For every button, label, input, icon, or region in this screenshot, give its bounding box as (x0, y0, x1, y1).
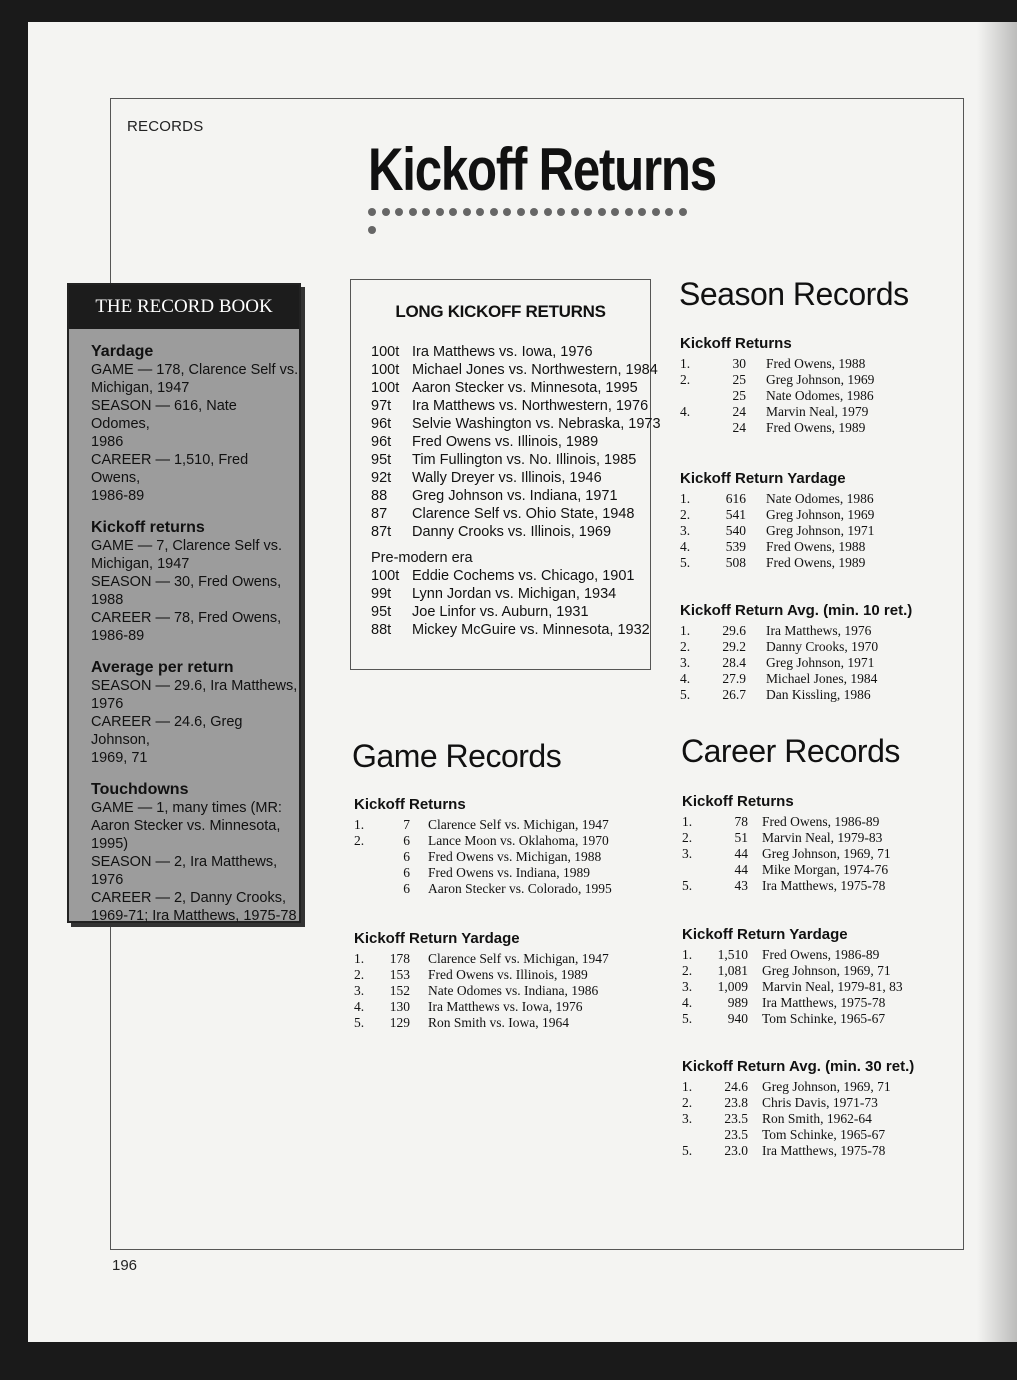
record-holder: Mike Morgan, 1974-76 (762, 862, 889, 877)
record-holder: Marvin Neal, 1979-83 (762, 830, 883, 845)
long-return-desc: Selvie Washington vs. Nebraska, 1973 (412, 416, 661, 432)
sidebar-line: 1976 (91, 696, 124, 712)
sidebar-line: Michigan, 1947 (91, 556, 190, 572)
sidebar-line: SEASON — 616, Nate Odomes, (91, 398, 237, 432)
long-return-desc: Fred Owens vs. Illinois, 1989 (412, 434, 599, 450)
long-return-row (371, 380, 638, 396)
sidebar-line: CAREER — 1,510, Fred Owens, (91, 452, 249, 486)
long-return-row (371, 398, 648, 414)
long-return-row (371, 434, 598, 450)
value: 153 (389, 967, 410, 982)
long-return-yards: 88 (371, 488, 388, 504)
season-return-avg-heading: Kickoff Return Avg. (min. 10 ret.) (680, 602, 913, 619)
title-dot-divider (368, 203, 703, 217)
value: 23.5 (724, 1111, 748, 1126)
value: 44 (734, 846, 748, 861)
sidebar-line: 1986 (91, 434, 124, 450)
sidebar-line: 1986-89 (91, 488, 145, 504)
long-return-desc: Ira Matthews vs. Northwestern, 1976 (412, 398, 649, 414)
season-kickoff-returns-heading: Kickoff Returns (680, 335, 792, 352)
divider-dot (571, 208, 579, 216)
sidebar-line: Michigan, 1947 (91, 380, 190, 396)
long-return-desc: Greg Johnson vs. Indiana, 1971 (412, 488, 618, 504)
long-return-yards: 96t (371, 416, 392, 432)
rank: 2. (354, 967, 365, 982)
record-holder: Tom Schinke, 1965-67 (762, 1127, 886, 1142)
record-holder: Ira Matthews, 1976 (766, 623, 872, 638)
season-return-yardage-heading: Kickoff Return Yardage (680, 470, 846, 487)
value: 25 (732, 372, 746, 387)
long-return-row (371, 362, 658, 378)
divider-dot (530, 208, 538, 216)
record-holder: Clarence Self vs. Michigan, 1947 (428, 951, 609, 966)
rank: 4. (680, 404, 691, 419)
rank: 5. (682, 1143, 693, 1158)
sidebar-section (91, 659, 299, 767)
long-return-row (371, 416, 661, 432)
divider-dot (395, 208, 403, 216)
rank: 5. (354, 1015, 365, 1030)
long-returns-title: LONG KICKOFF RETURNS (395, 302, 606, 321)
sidebar-section (91, 343, 299, 505)
long-return-desc: Ira Matthews vs. Iowa, 1976 (412, 344, 593, 360)
sidebar-section-heading: Kickoff returns (91, 519, 205, 536)
value: 24.6 (724, 1079, 748, 1094)
sidebar-section-heading: Average per return (91, 659, 234, 676)
record-holder: Lance Moon vs. Oklahoma, 1970 (428, 833, 609, 848)
sidebar-line: GAME — 7, Clarence Self vs. (91, 538, 282, 554)
value: 43 (734, 878, 748, 893)
value: 7 (403, 817, 410, 832)
divider-dot (436, 208, 444, 216)
career-records-title: Career Records (681, 733, 900, 769)
record-holder: Fred Owens, 1986-89 (762, 814, 880, 829)
divider-dot (490, 208, 498, 216)
divider-dot (679, 208, 687, 216)
rank: 1. (682, 947, 693, 962)
sidebar-line: SEASON — 29.6, Ira Matthews, (91, 678, 298, 694)
value: 24 (732, 404, 746, 419)
record-holder: Ron Smith vs. Iowa, 1964 (428, 1015, 570, 1030)
rank: 3. (680, 655, 691, 670)
section-tag: RECORDS (127, 118, 204, 135)
record-holder: Fred Owens vs. Michigan, 1988 (428, 849, 602, 864)
page-edge-shadow (977, 22, 1017, 1342)
record-holder: Ira Matthews vs. Iowa, 1976 (428, 999, 583, 1014)
record-holder: Tom Schinke, 1965-67 (762, 1011, 886, 1026)
record-holder: Fred Owens, 1986-89 (762, 947, 880, 962)
long-return-desc: Joe Linfor vs. Auburn, 1931 (412, 604, 589, 620)
long-return-yards: 100t (371, 380, 400, 396)
record-holder: Michael Jones, 1984 (766, 671, 878, 686)
rank: 2. (680, 507, 691, 522)
rank: 2. (354, 833, 365, 848)
value: 541 (725, 507, 746, 522)
value: 1,081 (717, 963, 748, 978)
rank: 4. (680, 539, 691, 554)
divider-dot (584, 208, 592, 216)
rank: 3. (354, 983, 365, 998)
long-return-row (371, 586, 616, 602)
page-number: 196 (112, 1257, 138, 1274)
divider-dot (503, 208, 511, 216)
value: 51 (734, 830, 748, 845)
record-holder: Greg Johnson, 1969, 71 (762, 963, 891, 978)
sidebar-line: GAME — 1, many times (MR: (91, 800, 282, 816)
long-return-yards: 88t (371, 622, 392, 638)
record-holder: Aaron Stecker vs. Colorado, 1995 (428, 881, 612, 896)
long-return-row (371, 452, 636, 468)
sidebar-line: 1976 (91, 872, 124, 888)
long-return-desc: Danny Crooks vs. Illinois, 1969 (412, 524, 612, 540)
long-return-yards: 97t (371, 398, 392, 414)
sidebar-line: 1988 (91, 592, 124, 608)
divider-dot (463, 208, 471, 216)
rank: 1. (680, 356, 691, 371)
value: 1,009 (717, 979, 748, 994)
value: 6 (403, 865, 410, 880)
sidebar-line: SEASON — 2, Ira Matthews, (91, 854, 278, 870)
long-return-desc: Clarence Self vs. Ohio State, 1948 (412, 506, 635, 522)
value: 508 (725, 555, 746, 570)
record-holder: Greg Johnson, 1969 (766, 372, 875, 387)
rank: 1. (680, 623, 691, 638)
value: 178 (389, 951, 410, 966)
long-kickoff-returns-box (350, 279, 661, 670)
long-return-row (371, 524, 611, 540)
record-holder: Greg Johnson, 1969, 71 (762, 846, 891, 861)
rank: 5. (680, 687, 691, 702)
long-return-row (371, 344, 593, 360)
long-return-desc: Eddie Cochems vs. Chicago, 1901 (412, 568, 635, 584)
value: 29.2 (722, 639, 746, 654)
record-holder: Greg Johnson, 1969 (766, 507, 875, 522)
long-return-yards: 100t (371, 568, 400, 584)
long-return-yards: 95t (371, 604, 392, 620)
record-holder: Fred Owens, 1989 (766, 555, 866, 570)
value: 29.6 (722, 623, 746, 638)
record-holder: Fred Owens, 1988 (766, 356, 866, 371)
divider-dot (517, 208, 525, 216)
long-return-row (371, 568, 634, 584)
game-records-title: Game Records (352, 738, 562, 774)
value: 23.8 (724, 1095, 748, 1110)
record-holder: Nate Odomes, 1986 (766, 388, 874, 403)
rank: 2. (682, 1095, 693, 1110)
sidebar-line: 1969-71; Ira Matthews, 1975-78 (91, 908, 297, 924)
long-return-row (371, 604, 589, 620)
record-holder: Fred Owens vs. Illinois, 1989 (428, 967, 588, 982)
value: 23.5 (724, 1127, 748, 1142)
value: 130 (389, 999, 410, 1014)
game-return-yardage-heading: Kickoff Return Yardage (354, 930, 520, 947)
long-return-desc: Lynn Jordan vs. Michigan, 1934 (412, 586, 617, 602)
value: 6 (403, 833, 410, 848)
value: 539 (725, 539, 746, 554)
long-return-desc: Aaron Stecker vs. Minnesota, 1995 (412, 380, 638, 396)
record-holder: Nate Odomes vs. Indiana, 1986 (428, 983, 599, 998)
sidebar-section-heading: Touchdowns (91, 781, 189, 798)
record-holder: Marvin Neal, 1979 (766, 404, 869, 419)
record-holder: Fred Owens vs. Indiana, 1989 (428, 865, 590, 880)
long-return-row (371, 622, 650, 638)
rank: 1. (354, 951, 365, 966)
rank: 5. (680, 555, 691, 570)
value: 129 (389, 1015, 410, 1030)
record-holder: Dan Kissling, 1986 (766, 687, 871, 702)
value: 1,510 (717, 947, 748, 962)
sidebar-section (91, 781, 299, 925)
rank: 1. (354, 817, 365, 832)
long-return-yards: 95t (371, 452, 392, 468)
divider-dot (382, 208, 390, 216)
divider-dot (368, 208, 376, 216)
value: 989 (727, 995, 748, 1010)
sidebar-section (91, 519, 299, 645)
record-book-sidebar (67, 283, 301, 923)
value: 940 (727, 1011, 748, 1026)
record-holder: Nate Odomes, 1986 (766, 491, 874, 506)
rank: 2. (682, 963, 693, 978)
value: 6 (403, 881, 410, 896)
value: 30 (732, 356, 746, 371)
long-return-desc: Wally Dreyer vs. Illinois, 1946 (412, 470, 602, 486)
record-holder: Fred Owens, 1989 (766, 420, 866, 435)
divider-dot (665, 208, 673, 216)
value: 540 (725, 523, 746, 538)
long-return-row (371, 506, 634, 522)
rank: 2. (680, 372, 691, 387)
value: 152 (389, 983, 410, 998)
page-title: Kickoff Returns (368, 136, 716, 203)
rank: 5. (682, 1011, 693, 1026)
record-holder: Greg Johnson, 1971 (766, 655, 875, 670)
divider-dot (611, 208, 619, 216)
sidebar-line: CAREER — 78, Fred Owens, (91, 610, 282, 626)
rank: 3. (682, 1111, 693, 1126)
record-holder: Danny Crooks, 1970 (766, 639, 879, 654)
sidebar-line: CAREER — 24.6, Greg Johnson, (91, 714, 243, 748)
sidebar-line: 1969, 71 (91, 750, 148, 766)
premodern-label: Pre-modern era (371, 550, 473, 566)
long-return-yards: 100t (371, 344, 400, 360)
divider-dot (544, 208, 552, 216)
divider-dot (368, 226, 376, 234)
divider-dot (422, 208, 430, 216)
sidebar-line: Aaron Stecker vs. Minnesota, (91, 818, 281, 834)
rank: 2. (682, 830, 693, 845)
record-holder: Greg Johnson, 1969, 71 (762, 1079, 891, 1094)
sidebar-line: SEASON — 30, Fred Owens, (91, 574, 282, 590)
long-return-yards: 87t (371, 524, 392, 540)
divider-dot (557, 208, 565, 216)
rank: 3. (682, 979, 693, 994)
sidebar-line: GAME — 178, Clarence Self vs. (91, 362, 299, 378)
rank: 1. (680, 491, 691, 506)
value: 78 (734, 814, 748, 829)
rank: 4. (682, 995, 693, 1010)
divider-dot (449, 208, 457, 216)
rank: 4. (354, 999, 365, 1014)
sidebar-line: 1995) (91, 836, 129, 852)
long-return-yards: 87 (371, 506, 388, 522)
long-return-desc: Mickey McGuire vs. Minnesota, 1932 (412, 622, 650, 638)
long-return-row (371, 488, 618, 504)
value: 24 (732, 420, 746, 435)
record-holder: Ira Matthews, 1975-78 (762, 995, 886, 1010)
long-return-yards: 92t (371, 470, 392, 486)
long-return-yards: 99t (371, 586, 392, 602)
divider-dot (409, 208, 417, 216)
long-return-yards: 96t (371, 434, 392, 450)
record-holder: Greg Johnson, 1971 (766, 523, 875, 538)
sidebar-line: 1986-89 (91, 628, 145, 644)
long-return-desc: Tim Fullington vs. No. Illinois, 1985 (412, 452, 637, 468)
career-return-yardage-heading: Kickoff Return Yardage (682, 926, 848, 943)
rank: 1. (682, 814, 693, 829)
record-holder: Ron Smith, 1962-64 (762, 1111, 872, 1126)
long-return-row (371, 470, 602, 486)
divider-dot (598, 208, 606, 216)
sidebar-line: CAREER — 2, Danny Crooks, (91, 890, 287, 906)
rank: 5. (682, 878, 693, 893)
rank: 3. (680, 523, 691, 538)
record-holder: Ira Matthews, 1975-78 (762, 1143, 886, 1158)
record-holder: Clarence Self vs. Michigan, 1947 (428, 817, 609, 832)
season-records-title: Season Records (679, 276, 909, 312)
divider-dot (625, 208, 633, 216)
record-holder: Fred Owens, 1988 (766, 539, 866, 554)
value: 616 (725, 491, 746, 506)
long-return-yards: 100t (371, 362, 400, 378)
record-holder: Ira Matthews, 1975-78 (762, 878, 886, 893)
rank: 4. (680, 671, 691, 686)
long-return-desc: Michael Jones vs. Northwestern, 1984 (412, 362, 658, 378)
value: 26.7 (722, 687, 746, 702)
value: 25 (732, 388, 746, 403)
record-holder: Marvin Neal, 1979-81, 83 (762, 979, 903, 994)
rank: 3. (682, 846, 693, 861)
value: 44 (734, 862, 748, 877)
rank: 2. (680, 639, 691, 654)
rank: 1. (682, 1079, 693, 1094)
career-kickoff-returns-heading: Kickoff Returns (682, 793, 794, 810)
value: 6 (403, 849, 410, 864)
value: 23.0 (724, 1143, 748, 1158)
value: 27.9 (722, 671, 746, 686)
value: 28.4 (722, 655, 746, 670)
career-return-avg-heading: Kickoff Return Avg. (min. 30 ret.) (682, 1058, 915, 1075)
sidebar-section-heading: Yardage (91, 343, 154, 360)
sidebar-title: THE RECORD BOOK (69, 285, 299, 329)
game-kickoff-returns-heading: Kickoff Returns (354, 796, 466, 813)
divider-dot (638, 208, 646, 216)
divider-dot (476, 208, 484, 216)
divider-dot (652, 208, 660, 216)
record-holder: Chris Davis, 1971-73 (762, 1095, 878, 1110)
